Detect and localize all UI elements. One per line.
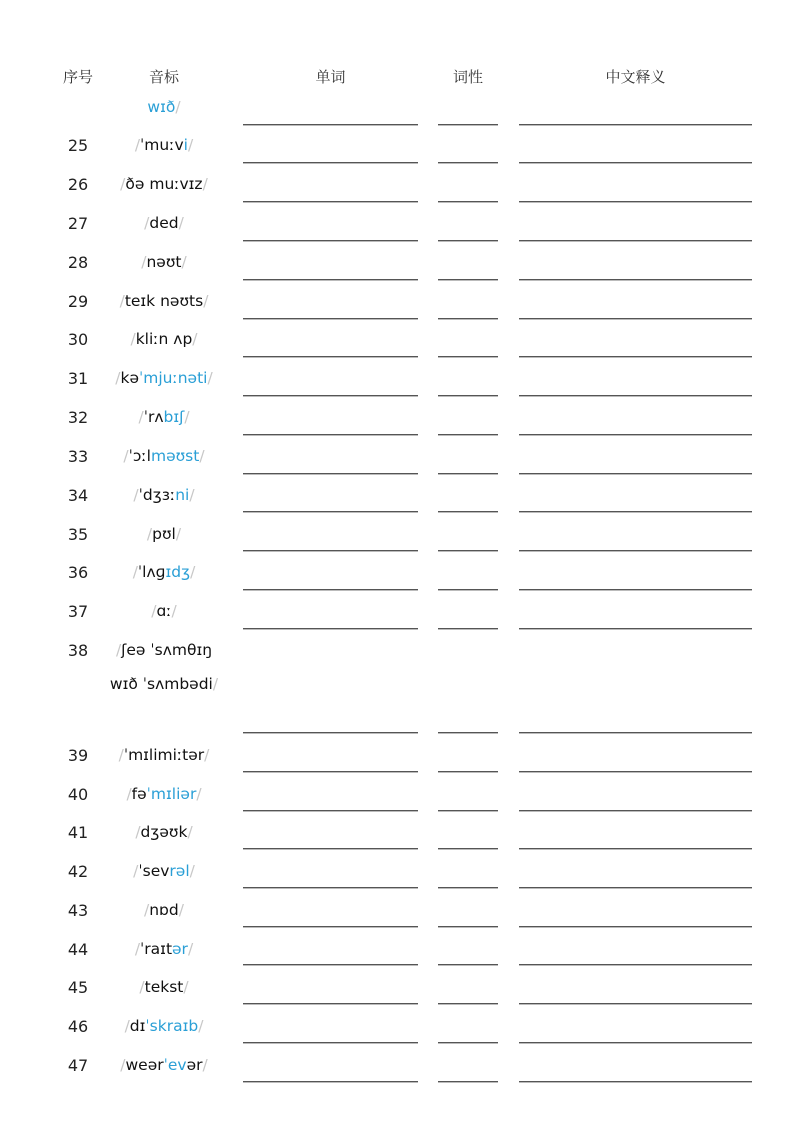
phonetic-text <box>104 361 224 395</box>
row-number: 46 <box>67 1017 89 1036</box>
word-answer-line[interactable] <box>243 279 418 281</box>
row-number: 32 <box>67 408 89 427</box>
slash-close: / <box>178 901 184 919</box>
meaning-answer-line[interactable] <box>519 434 752 436</box>
slash-close: / <box>184 408 190 426</box>
pos-answer-line[interactable] <box>438 926 498 928</box>
header-phonetic: 音标 <box>148 68 179 86</box>
phonetic-text <box>104 815 224 849</box>
meaning-answer-line[interactable] <box>519 318 752 320</box>
meaning-answer-line[interactable] <box>519 887 752 889</box>
row-number: 29 <box>67 292 89 311</box>
slash-close: / <box>189 486 195 504</box>
meaning-answer-line[interactable] <box>519 1003 752 1005</box>
slash-close: / <box>196 785 202 803</box>
phonetic-segment: dɪ <box>129 1017 146 1035</box>
phonetic-segment: teɪk nəʊts <box>124 292 204 310</box>
pos-answer-line[interactable] <box>438 848 498 850</box>
slash-open: / <box>144 214 150 232</box>
phonetic-highlight: ˈmjuːnəti <box>139 369 208 387</box>
pos-answer-line[interactable] <box>438 810 498 812</box>
meaning-answer-line[interactable] <box>519 550 752 552</box>
phonetic-highlight: i <box>183 136 188 154</box>
phonetic-segment: nɒd <box>149 901 179 919</box>
pos-answer-line[interactable] <box>438 1081 498 1083</box>
word-answer-line[interactable] <box>243 732 418 734</box>
row-number: 36 <box>67 563 89 582</box>
slash-open: / <box>134 940 141 958</box>
pos-answer-line[interactable] <box>438 240 498 242</box>
word-answer-line[interactable] <box>243 1081 418 1083</box>
header-word: 单词 <box>315 68 346 86</box>
pos-answer-line[interactable] <box>438 1003 498 1005</box>
slash-open: / <box>151 602 157 620</box>
meaning-answer-line[interactable] <box>519 473 752 475</box>
meaning-answer-line[interactable] <box>519 201 752 203</box>
slash-close: / <box>183 978 189 996</box>
meaning-answer-line[interactable] <box>519 511 752 513</box>
word-answer-line[interactable] <box>243 810 418 812</box>
meaning-answer-line[interactable] <box>519 589 752 591</box>
pos-answer-line[interactable] <box>438 628 498 630</box>
pos-answer-line[interactable] <box>438 1042 498 1044</box>
phonetic-text <box>104 854 224 888</box>
phonetic-text <box>104 245 224 279</box>
word-answer-line[interactable] <box>243 589 418 591</box>
phonetic-segment: ˈlʌɡ <box>137 563 166 581</box>
phonetic-text <box>104 478 224 512</box>
header-index: 序号 <box>62 68 93 86</box>
meaning-answer-line[interactable] <box>519 810 752 812</box>
pos-answer-line[interactable] <box>438 771 498 773</box>
row-number: 34 <box>67 486 89 505</box>
meaning-answer-line[interactable] <box>519 162 752 164</box>
meaning-answer-line[interactable] <box>519 848 752 850</box>
phonetic-segment: pʊl <box>152 525 176 543</box>
row-number: 40 <box>67 785 89 804</box>
word-answer-line[interactable] <box>243 550 418 552</box>
slash-close: / <box>202 175 208 193</box>
phonetic-text <box>104 1009 224 1043</box>
phonetic-text <box>104 517 224 551</box>
slash-close: / <box>175 525 182 543</box>
slash-close: / <box>189 862 195 880</box>
phonetic-segment: ˈraɪt <box>140 940 173 958</box>
meaning-answer-line[interactable] <box>519 964 752 966</box>
meaning-answer-line[interactable] <box>519 279 752 281</box>
slash-close: / <box>212 675 219 693</box>
slash-close: / <box>207 369 213 387</box>
row-number: 33 <box>67 447 89 466</box>
phonetic-text <box>104 128 224 162</box>
pos-answer-line[interactable] <box>438 162 498 164</box>
slash-open: / <box>120 175 126 193</box>
word-answer-line[interactable] <box>243 473 418 475</box>
phonetic-text <box>104 932 224 966</box>
slash-open: / <box>126 785 132 803</box>
word-answer-line[interactable] <box>243 771 418 773</box>
phonetic-segment: tekst <box>144 978 184 996</box>
slash-close: / <box>202 1056 208 1074</box>
pos-answer-line[interactable] <box>438 473 498 475</box>
slash-open: / <box>124 1017 130 1035</box>
meaning-answer-line[interactable] <box>519 628 752 630</box>
row-number: 47 <box>67 1056 89 1075</box>
slash-open: / <box>133 862 139 880</box>
pos-answer-line[interactable] <box>438 124 498 126</box>
phonetic-segment: ˈɔːl <box>128 447 151 465</box>
slash-open: / <box>120 1056 126 1074</box>
header-pos: 词性 <box>452 68 483 86</box>
phonetic-text <box>104 400 224 434</box>
slash-open: / <box>130 330 136 348</box>
phonetic-text <box>104 167 224 201</box>
phonetic-segment: fə <box>131 785 147 803</box>
word-answer-line[interactable] <box>243 1003 418 1005</box>
word-answer-line[interactable] <box>243 964 418 966</box>
meaning-answer-line[interactable] <box>519 1081 752 1083</box>
word-answer-line[interactable] <box>243 395 418 397</box>
phonetic-text <box>104 284 224 318</box>
phonetic-segment: ər <box>186 1056 203 1074</box>
pos-answer-line[interactable] <box>438 732 498 734</box>
slash-open: / <box>134 136 141 154</box>
phonetic-text <box>104 206 224 240</box>
row-number: 44 <box>67 940 89 959</box>
slash-open: / <box>123 447 129 465</box>
pos-answer-line[interactable] <box>438 589 498 591</box>
phonetic-text <box>104 1048 224 1082</box>
meaning-answer-line[interactable] <box>519 395 752 397</box>
row-number: 31 <box>67 369 89 388</box>
slash-close: / <box>198 1017 204 1035</box>
phonetic-segment: nəʊt <box>146 253 182 271</box>
phonetic-highlight: ˈmɪliər <box>146 785 197 803</box>
slash-open: / <box>144 901 150 919</box>
meaning-answer-line[interactable] <box>519 771 752 773</box>
slash-close: / <box>187 823 193 841</box>
pos-answer-line[interactable] <box>438 318 498 320</box>
slash-close: / <box>181 253 187 271</box>
pos-answer-line[interactable] <box>438 887 498 889</box>
slash-close: / <box>187 136 194 154</box>
row-number: 35 <box>67 525 89 544</box>
phonetic-highlight: bɪʃ <box>163 408 185 426</box>
word-answer-line[interactable] <box>243 162 418 164</box>
pos-answer-line[interactable] <box>438 964 498 966</box>
word-answer-line[interactable] <box>243 511 418 513</box>
row-number: 39 <box>67 746 89 765</box>
row-number: 43 <box>67 901 89 920</box>
slash-close: / <box>190 563 196 581</box>
slash-open: / <box>115 369 121 387</box>
slash-close: / <box>203 292 209 310</box>
meaning-answer-line[interactable] <box>519 732 752 734</box>
meaning-answer-line[interactable] <box>519 1042 752 1044</box>
phonetic-segment: ded <box>149 214 179 232</box>
phonetic-highlight: ˈskraɪb <box>145 1017 199 1035</box>
phonetic-text <box>104 439 224 473</box>
phonetic-segment: ʃeə ˈsʌmθɪŋ wɪð ˈsʌmbədi <box>109 641 213 693</box>
phonetic-text <box>104 738 224 772</box>
word-answer-line[interactable] <box>243 887 418 889</box>
slash-open: / <box>141 253 147 271</box>
meaning-answer-line[interactable] <box>519 124 752 126</box>
phonetic-text <box>104 322 224 356</box>
header-meaning: 中文释义 <box>605 68 666 86</box>
row-number: 25 <box>67 136 89 155</box>
pos-answer-line[interactable] <box>438 395 498 397</box>
slash-open: / <box>138 408 144 426</box>
phonetic-highlight: ˈev <box>163 1056 187 1074</box>
slash-close: / <box>204 746 210 764</box>
pos-answer-line[interactable] <box>438 550 498 552</box>
pos-answer-line[interactable] <box>438 511 498 513</box>
slash-close: / <box>171 602 177 620</box>
row-number: 38 <box>67 641 89 660</box>
phonetic-text <box>104 970 224 1004</box>
phonetic-segment: ˈmɪlimiːtər <box>123 746 205 764</box>
word-answer-line[interactable] <box>243 926 418 928</box>
phonetic-text <box>104 555 224 589</box>
phonetic-text <box>104 777 224 811</box>
pos-answer-line[interactable] <box>438 279 498 281</box>
slash-open: / <box>146 525 153 543</box>
word-answer-line[interactable] <box>243 1042 418 1044</box>
phonetic-segment: ɑː <box>156 602 172 620</box>
word-answer-line[interactable] <box>243 124 418 126</box>
slash-close: / <box>192 330 198 348</box>
row-number: 30 <box>67 330 89 349</box>
phonetic-highlight: ər <box>172 940 188 958</box>
word-answer-line[interactable] <box>243 848 418 850</box>
phonetic-segment: kə <box>120 369 140 387</box>
word-answer-line[interactable] <box>243 201 418 203</box>
slash-close: / <box>175 98 181 116</box>
phonetic-text <box>104 594 224 628</box>
row-number: 26 <box>67 175 89 194</box>
row-number: 45 <box>67 978 89 997</box>
phonetic-segment: ðə muːvɪz <box>125 175 203 193</box>
phonetic-text <box>104 893 224 927</box>
slash-open: / <box>115 641 122 659</box>
pos-answer-line[interactable] <box>438 356 498 358</box>
slash-open: / <box>139 978 145 996</box>
phonetic-segment: ˈmuːv <box>140 136 184 154</box>
slash-open: / <box>132 563 138 581</box>
phonetic-highlight: ɪdʒ <box>165 563 191 581</box>
phonetic-highlight: wɪð <box>147 98 176 116</box>
word-answer-line[interactable] <box>243 434 418 436</box>
phonetic-segment: kliːn ʌp <box>135 330 193 348</box>
phonetic-highlight: rəl <box>169 862 190 880</box>
slash-open: / <box>119 292 125 310</box>
phonetic-highlight: ni <box>175 486 190 504</box>
pos-answer-line[interactable] <box>438 434 498 436</box>
word-answer-line[interactable] <box>243 628 418 630</box>
row-number: 42 <box>67 862 89 881</box>
phonetic-text <box>104 90 224 124</box>
slash-open: / <box>135 823 141 841</box>
row-number: 37 <box>67 602 89 621</box>
phonetic-segment: ˈrʌ <box>143 408 164 426</box>
row-number: 27 <box>67 214 89 233</box>
slash-open: / <box>133 486 139 504</box>
meaning-answer-line[interactable] <box>519 926 752 928</box>
phonetic-segment: ˈdʒɜː <box>138 486 176 504</box>
meaning-answer-line[interactable] <box>519 240 752 242</box>
phonetic-segment: ˈsev <box>138 862 170 880</box>
row-number: 28 <box>67 253 89 272</box>
slash-open: / <box>118 746 124 764</box>
slash-close: / <box>199 447 205 465</box>
meaning-answer-line[interactable] <box>519 356 752 358</box>
phonetic-highlight: məʊst <box>150 447 200 465</box>
word-answer-line[interactable] <box>243 318 418 320</box>
phonetic-text <box>104 633 224 701</box>
phonetic-segment: weər <box>125 1056 164 1074</box>
phonetic-segment: dʒəʊk <box>140 823 188 841</box>
pos-answer-line[interactable] <box>438 201 498 203</box>
slash-close: / <box>178 214 184 232</box>
slash-close: / <box>187 940 194 958</box>
row-number: 41 <box>67 823 89 842</box>
word-answer-line[interactable] <box>243 356 418 358</box>
word-answer-line[interactable] <box>243 240 418 242</box>
